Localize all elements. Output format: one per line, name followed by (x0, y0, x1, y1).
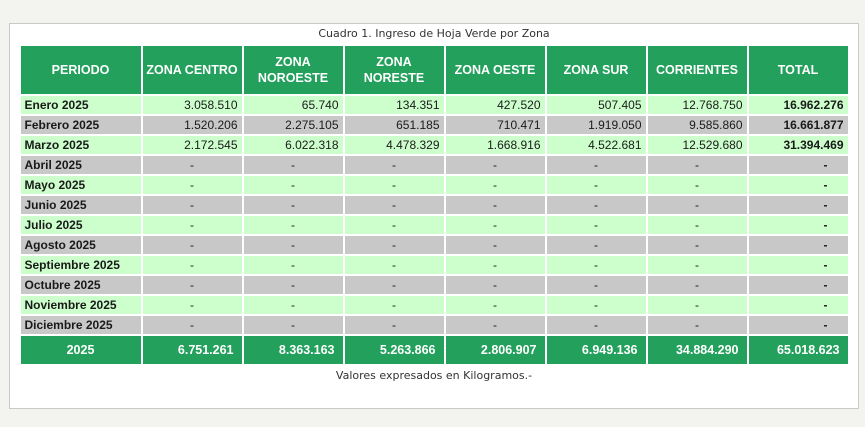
row-total: - (749, 296, 848, 314)
row-value: - (143, 256, 242, 274)
totals-value: 34.884.290 (648, 336, 747, 364)
row-value: - (446, 236, 545, 254)
row-value: 12.768.750 (648, 96, 747, 114)
row-value: - (446, 176, 545, 194)
row-value: 12.529.680 (648, 136, 747, 154)
table-row (21, 236, 848, 254)
row-period: Abril 2025 (21, 156, 141, 174)
row-value: - (345, 256, 444, 274)
row-value: - (648, 216, 747, 234)
data-table (19, 44, 850, 366)
row-total: - (749, 276, 848, 294)
row-value: 134.351 (345, 96, 444, 114)
row-value: - (648, 276, 747, 294)
row-value: 2.172.545 (143, 136, 242, 154)
table-row (21, 256, 848, 274)
row-value: - (446, 216, 545, 234)
row-value: 3.058.510 (143, 96, 242, 114)
table-row (21, 216, 848, 234)
row-value: 4.522.681 (547, 136, 646, 154)
row-value: - (446, 316, 545, 334)
row-total: - (749, 196, 848, 214)
table-row (21, 96, 848, 114)
row-value: - (345, 196, 444, 214)
row-value: - (244, 276, 343, 294)
row-value: - (244, 216, 343, 234)
row-value: - (547, 196, 646, 214)
totals-row (21, 336, 848, 364)
row-value: - (446, 156, 545, 174)
row-value: - (345, 176, 444, 194)
col-header-zona-oeste: ZONA OESTE (446, 46, 545, 94)
col-header-zona-sur: ZONA SUR (547, 46, 646, 94)
row-period: Julio 2025 (21, 216, 141, 234)
table-row (21, 276, 848, 294)
col-header-zona-centro: ZONA CENTRO (143, 46, 242, 94)
grand-total: 65.018.623 (749, 336, 848, 364)
row-value: - (547, 216, 646, 234)
row-value: - (345, 216, 444, 234)
row-total: 31.394.469 (749, 136, 848, 154)
row-value: - (244, 236, 343, 254)
row-total: - (749, 256, 848, 274)
row-value: - (244, 296, 343, 314)
row-value: 6.022.318 (244, 136, 343, 154)
row-value: - (345, 236, 444, 254)
row-total: - (749, 176, 848, 194)
row-value: - (446, 276, 545, 294)
row-value: - (547, 156, 646, 174)
row-value: - (446, 196, 545, 214)
table-row (21, 156, 848, 174)
row-value: - (648, 236, 747, 254)
row-total: - (749, 216, 848, 234)
col-header-total: TOTAL (749, 46, 848, 94)
row-value: - (547, 276, 646, 294)
row-value: 427.520 (446, 96, 545, 114)
row-period: Febrero 2025 (21, 116, 141, 134)
totals-value: 2.806.907 (446, 336, 545, 364)
row-value: - (345, 156, 444, 174)
row-value: - (244, 156, 343, 174)
row-value: - (547, 236, 646, 254)
row-period: Noviembre 2025 (21, 296, 141, 314)
row-value: - (446, 256, 545, 274)
row-value: - (143, 216, 242, 234)
row-value: - (345, 316, 444, 334)
row-value: 651.185 (345, 116, 444, 134)
row-value: - (547, 316, 646, 334)
row-value: - (143, 296, 242, 314)
table-row (21, 136, 848, 154)
row-total: - (749, 316, 848, 334)
totals-value: 8.363.163 (244, 336, 343, 364)
units-note: Valores expresados en Kilogramos.- (335, 369, 533, 382)
row-period: Junio 2025 (21, 196, 141, 214)
row-value: - (345, 296, 444, 314)
row-period: Diciembre 2025 (21, 316, 141, 334)
row-total: 16.661.877 (749, 116, 848, 134)
table-row (21, 116, 848, 134)
row-value: - (244, 256, 343, 274)
row-total: 16.962.276 (749, 96, 848, 114)
row-value: - (648, 256, 747, 274)
row-value: 1.919.050 (547, 116, 646, 134)
table-row (21, 196, 848, 214)
row-period: Agosto 2025 (21, 236, 141, 254)
table-caption: Cuadro 1. Ingreso de Hoja Verde por Zona (318, 27, 550, 40)
header-row (21, 46, 848, 94)
row-value: - (547, 176, 646, 194)
row-value: - (648, 156, 747, 174)
row-value: - (143, 276, 242, 294)
row-value: 507.405 (547, 96, 646, 114)
row-value: - (143, 176, 242, 194)
row-total: - (749, 156, 848, 174)
row-period: Octubre 2025 (21, 276, 141, 294)
row-value: 1.668.916 (446, 136, 545, 154)
row-value: - (244, 176, 343, 194)
row-period: Enero 2025 (21, 96, 141, 114)
row-value: - (143, 196, 242, 214)
row-value: - (345, 276, 444, 294)
row-value: 4.478.329 (345, 136, 444, 154)
row-value: 9.585.860 (648, 116, 747, 134)
row-value: - (648, 196, 747, 214)
col-header-corrientes: CORRIENTES (648, 46, 747, 94)
table-row (21, 176, 848, 194)
row-value: - (648, 176, 747, 194)
totals-value: 6.751.261 (143, 336, 242, 364)
row-value: - (143, 156, 242, 174)
row-period: Mayo 2025 (21, 176, 141, 194)
table-row (21, 296, 848, 314)
row-value: - (143, 316, 242, 334)
totals-value: 6.949.136 (547, 336, 646, 364)
row-value: - (244, 316, 343, 334)
col-header-periodo: PERIODO (21, 46, 141, 94)
row-value: - (547, 256, 646, 274)
totals-period: 2025 (21, 336, 141, 364)
table-frame (9, 23, 859, 409)
row-period: Septiembre 2025 (21, 256, 141, 274)
row-value: 65.740 (244, 96, 343, 114)
table-row (21, 316, 848, 334)
totals-value: 5.263.866 (345, 336, 444, 364)
col-header-zona-noroeste: ZONA NOROESTE (244, 46, 343, 94)
row-value: - (143, 236, 242, 254)
row-total: - (749, 236, 848, 254)
row-value: 2.275.105 (244, 116, 343, 134)
row-value: - (547, 296, 646, 314)
row-value: - (244, 196, 343, 214)
row-period: Marzo 2025 (21, 136, 141, 154)
row-value: - (648, 316, 747, 334)
row-value: 710.471 (446, 116, 545, 134)
row-value: - (446, 296, 545, 314)
row-value: 1.520.206 (143, 116, 242, 134)
col-header-zona-noreste: ZONA NORESTE (345, 46, 444, 94)
row-value: - (648, 296, 747, 314)
